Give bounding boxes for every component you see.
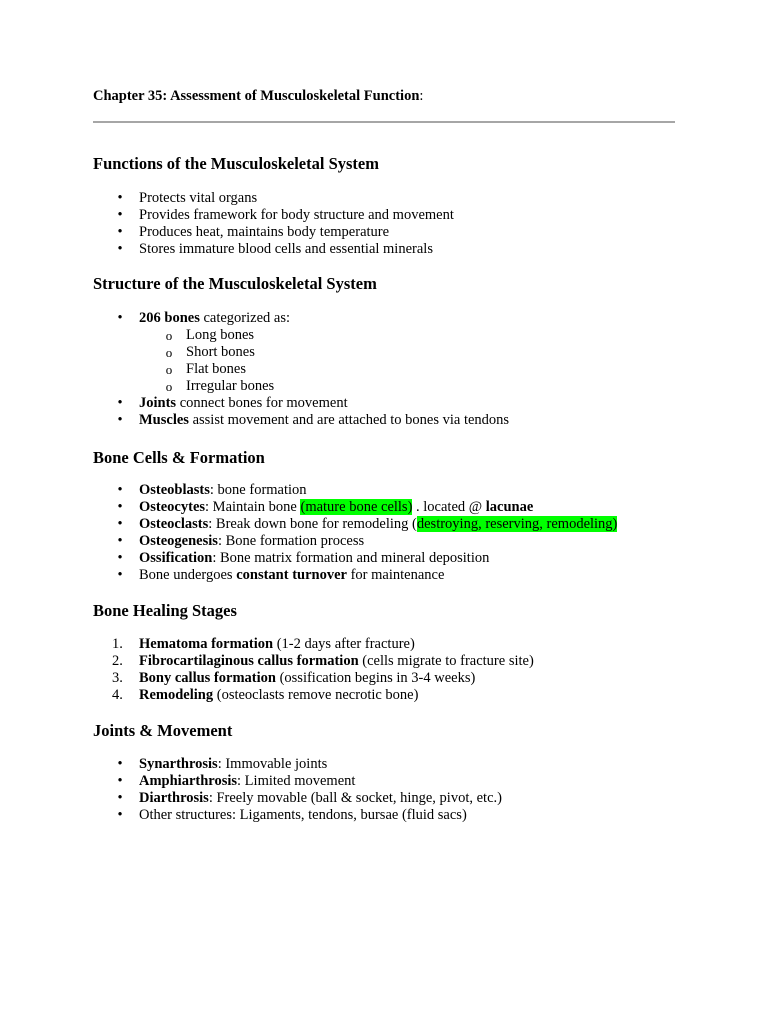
section-heading-functions: Functions of the Musculoskeletal System [93, 154, 379, 173]
bullet-marker: • [117, 499, 123, 515]
bullet-marker: • [117, 550, 123, 566]
list-item: 3. Bony callus formation (ossification begins in 3-4 weeks) [112, 670, 476, 686]
document-title: Chapter 35: Assessment of Musculoskeletal Function: [93, 88, 424, 104]
bullet-marker: • [117, 395, 123, 411]
list-item: • Amphiarthrosis: Limited movement [93, 773, 502, 790]
list-item: • Other structures: Ligaments, tendons, bursae (fluid sacs) [93, 807, 502, 824]
bullet-marker: • [117, 773, 123, 789]
sub-bullet-marker: o [165, 379, 173, 394]
bullet-marker: • [117, 756, 123, 772]
sub-bullet-marker: o [165, 362, 173, 377]
bullet-marker: • [117, 310, 123, 326]
list-item: • Osteogenesis: Bone formation process [93, 533, 617, 550]
list-item: • Osteocytes: Maintain bone (mature bone cells) . located @ lacunae [93, 499, 617, 516]
bullet-marker: • [117, 190, 123, 206]
number-marker: 1. [112, 636, 123, 652]
horizontal-rule [93, 121, 675, 123]
list-item: • Stores immature blood cells and essential minerals [93, 241, 454, 258]
list-item: 4. Remodeling (osteoclasts remove necrotic bone) [112, 687, 419, 703]
list-item: • Ossification: Bone matrix formation and mineral deposition [93, 550, 617, 567]
list-item: • Osteoblasts: bone formation [93, 482, 617, 499]
section-heading-healing: Bone Healing Stages [93, 601, 237, 620]
structure-list [93, 310, 509, 429]
bullet-marker: • [117, 482, 123, 498]
highlighted-text: (mature bone cells) [300, 499, 413, 515]
bullet-marker: • [117, 241, 123, 257]
list-item: • Diarthrosis: Freely movable (ball & socket, hinge, pivot, etc.) [93, 790, 502, 807]
bullet-marker: • [117, 207, 123, 223]
list-item: • Muscles assist movement and are attached to bones via tendons [93, 412, 509, 429]
list-item: 1. Hematoma formation (1-2 days after fracture) [112, 636, 415, 652]
section-heading-structure: Structure of the Musculoskeletal System [93, 274, 377, 293]
list-item: • 206 bones categorized as: [93, 310, 509, 327]
list-item: 2. Fibrocartilaginous callus formation (cells migrate to fracture site) [112, 653, 534, 669]
sub-bullet-marker: o [165, 345, 173, 360]
healing-stages-list [93, 636, 534, 704]
bullet-marker: • [117, 567, 123, 583]
list-item: • Provides framework for body structure and movement [93, 207, 454, 224]
list-item: • Protects vital organs [93, 190, 454, 207]
section-heading-joints: Joints & Movement [93, 721, 233, 740]
sub-list-item: o Long bones [93, 327, 509, 344]
functions-list [93, 190, 454, 258]
bullet-marker: • [117, 224, 123, 240]
sub-list-item: o Flat bones [93, 361, 509, 378]
sub-list-item: o Irregular bones [93, 378, 509, 395]
number-marker: 4. [112, 687, 123, 703]
bone-cells-list [93, 482, 617, 584]
number-marker: 2. [112, 653, 123, 669]
list-item: • Joints connect bones for movement [93, 395, 509, 412]
bullet-marker: • [117, 412, 123, 428]
sub-list-item: o Short bones [93, 344, 509, 361]
bullet-marker: • [117, 516, 123, 532]
bullet-marker: • [117, 807, 123, 823]
bullet-marker: • [117, 533, 123, 549]
list-item: • Produces heat, maintains body temperature [93, 224, 454, 241]
number-marker: 3. [112, 670, 123, 686]
list-item: • Synarthrosis: Immovable joints [93, 756, 502, 773]
section-heading-bone-cells: Bone Cells & Formation [93, 448, 265, 467]
list-item: • Osteoclasts: Break down bone for remodeling (destroying, reserving, remodeling) [93, 516, 617, 533]
bullet-marker: • [117, 790, 123, 806]
joints-list [93, 756, 502, 824]
sub-bullet-marker: o [165, 328, 173, 343]
highlighted-text: destroying, reserving, remodeling) [416, 516, 618, 532]
list-item: • Bone undergoes constant turnover for maintenance [93, 567, 617, 584]
